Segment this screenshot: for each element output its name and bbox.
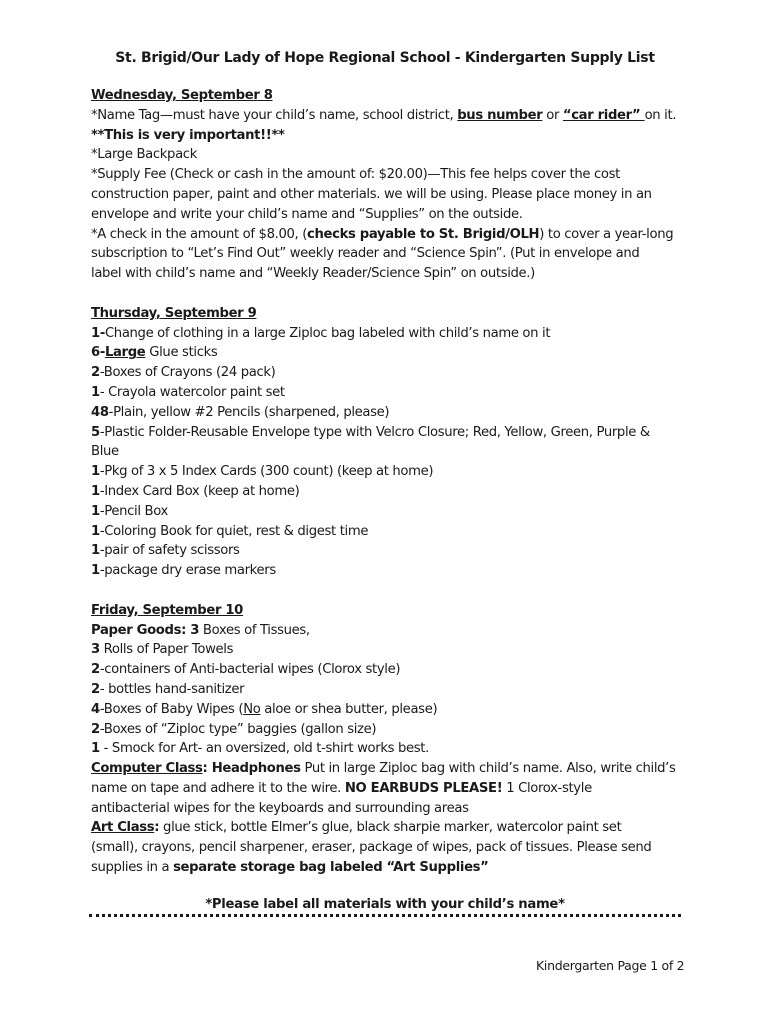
headphones-label: : Headphones <box>202 761 301 777</box>
art-class-label: Art Class <box>91 820 155 836</box>
item-qty: 1 <box>91 563 100 579</box>
art-class-text: glue stick, bottle Elmer’s glue, black sharpie marker, watercolor paint set <box>159 820 622 836</box>
clorox-text: 1 Clorox-style <box>502 780 592 796</box>
item-qty: 1 <box>91 384 100 400</box>
list-item <box>91 502 691 522</box>
computer-class-line <box>91 759 691 779</box>
art-class-line-2: (small), crayons, pencil sharpener, eraser, package of wipes, pack of tissues. Please send <box>91 840 652 856</box>
computer-class-line-2 <box>91 779 691 799</box>
item-qty: 2 <box>91 721 100 737</box>
item-qty: 2 <box>91 365 100 381</box>
wednesday-heading: Wednesday, September 8 <box>91 88 273 103</box>
item-qty: 1 <box>91 741 100 757</box>
name-tag-line <box>91 106 691 126</box>
list-item <box>91 403 691 423</box>
no-earbuds-text: NO EARBUDS PLEASE! <box>344 780 503 796</box>
supply-list <box>91 86 691 878</box>
list-item <box>91 522 691 542</box>
checks-payable-text: checks payable to St. Brigid/OLH <box>307 226 540 242</box>
list-item <box>91 680 691 700</box>
item-text: -package dry erase markers <box>99 563 276 579</box>
computer-class-line-3: antibacterial wipes for the keyboards and surrounding areas <box>91 800 469 816</box>
item-text: - Smock for Art- an oversized, old t-shirt works best. <box>99 741 429 757</box>
item-text: -Boxes of Baby Wipes ( <box>99 701 244 717</box>
list-item <box>91 324 691 344</box>
list-item <box>91 660 691 680</box>
art-class-line-3 <box>91 858 691 878</box>
item-text: - Crayola watercolor paint set <box>99 384 285 400</box>
check-line <box>91 225 691 245</box>
list-item <box>91 700 691 720</box>
item-text: Boxes of Tissues, <box>199 622 310 638</box>
item-qty: 5 <box>91 424 100 440</box>
check-text: *A check in the amount of $8.00, ( <box>91 226 308 242</box>
car-rider-text: “car rider” <box>562 107 645 123</box>
list-item-continuation: Blue <box>91 444 119 460</box>
item-text-end: aloe or shea butter, please) <box>260 701 438 717</box>
item-qty: 1 <box>91 483 100 499</box>
item-text: - bottles hand-sanitizer <box>99 681 245 697</box>
item-text: -Boxes of “Ziploc type” baggies (gallon size) <box>99 721 377 737</box>
year-long-text: ) to cover a year-long <box>539 226 674 242</box>
computer-class-label: Computer Class <box>91 761 203 777</box>
item-qty: 1 <box>91 503 100 519</box>
supply-fee-line-3: envelope and write your child’s name and “Supplies” on the outside. <box>91 206 523 222</box>
item-text: -Pkg of 3 x 5 Index Cards (300 count) (keep at home) <box>99 464 434 480</box>
item-emphasis: No <box>243 701 261 717</box>
page-footer: Kindergarten Page 1 of 2 <box>536 958 685 973</box>
item-text: -Coloring Book for quiet, rest & digest time <box>99 523 369 539</box>
important-note: **This is very important!!** <box>91 127 285 143</box>
supply-fee-line-2: construction paper, paint and other materials. we will be using. Please place money in an <box>91 186 652 202</box>
bus-number-text: bus number <box>457 107 543 123</box>
art-class-colon: : <box>154 820 160 836</box>
list-item <box>91 423 691 443</box>
item-qty: 3 <box>91 642 100 658</box>
list-item <box>91 621 691 641</box>
item-text: -Index Card Box (keep at home) <box>99 483 300 499</box>
thursday-heading: Thursday, September 9 <box>91 305 257 321</box>
item-text: -Plain, yellow #2 Pencils (sharpened, please) <box>108 404 390 420</box>
label-materials-note: *Please label all materials with your child’s name* <box>205 897 565 912</box>
art-class-text-3: supplies in a <box>91 860 174 876</box>
item-text: -pair of safety scissors <box>99 543 240 559</box>
art-class-line <box>91 818 691 838</box>
computer-class-text: Put in large Ziploc bag with child’s name. Also, write child’s <box>300 761 676 777</box>
on-it-text: on it. <box>644 107 677 123</box>
item-qty: 1 <box>91 464 100 480</box>
item-text: -containers of Anti-bacterial wipes (Clorox style) <box>99 662 401 678</box>
item-qty: 2 <box>91 662 100 678</box>
item-qty: 1- <box>91 325 105 341</box>
item-text: -Boxes of Crayons (24 pack) <box>99 365 276 381</box>
item-text: -Pencil Box <box>99 503 168 519</box>
item-emphasis: Large <box>104 345 146 361</box>
subscription-line-2: label with child’s name and “Weekly Reader/Science Spin” on outside.) <box>91 266 535 282</box>
item-qty: 6- <box>91 345 105 361</box>
item-qty: 2 <box>91 681 100 697</box>
item-text: Rolls of Paper Towels <box>99 642 234 658</box>
item-qty: 4 <box>91 701 100 717</box>
item-qty: 1 <box>91 543 100 559</box>
list-item <box>91 640 691 660</box>
item-text: Change of clothing in a large Ziploc bag labeled with child’s name on it <box>104 325 551 341</box>
item-qty: 1 <box>91 523 100 539</box>
list-item <box>91 343 691 363</box>
art-supplies-bag-text: separate storage bag labeled “Art Supplies” <box>173 860 489 876</box>
list-item <box>91 720 691 740</box>
list-item <box>91 462 691 482</box>
backpack-line: *Large Backpack <box>91 147 197 163</box>
list-item <box>91 561 691 581</box>
paper-goods-label: Paper Goods: 3 <box>91 622 200 638</box>
list-item <box>91 383 691 403</box>
list-item <box>91 363 691 383</box>
list-item <box>91 541 691 561</box>
supply-fee-line: *Supply Fee (Check or cash in the amount of: $20.00)—This fee helps cover the cost <box>91 167 620 183</box>
name-tag-text: *Name Tag—must have your child’s name, school district, <box>91 107 458 123</box>
subscription-line: subscription to “Let’s Find Out” weekly reader and “Science Spin”. (Put in envelope and <box>91 246 640 262</box>
item-text: -Plastic Folder-Reusable Envelope type with Velcro Closure; Red, Yellow, Green, Purple & <box>99 424 650 440</box>
friday-heading: Friday, September 10 <box>91 602 243 618</box>
list-item <box>91 739 691 759</box>
page-title: St. Brigid/Our Lady of Hope Regional School - Kindergarten Supply List <box>115 50 655 66</box>
computer-class-text-2: name on tape and adhere it to the wire. <box>91 780 345 796</box>
item-text: Glue sticks <box>145 345 218 361</box>
list-item <box>91 482 691 502</box>
dotted-divider <box>89 914 681 917</box>
or-text: or <box>542 107 563 123</box>
item-qty: 48 <box>91 404 109 420</box>
